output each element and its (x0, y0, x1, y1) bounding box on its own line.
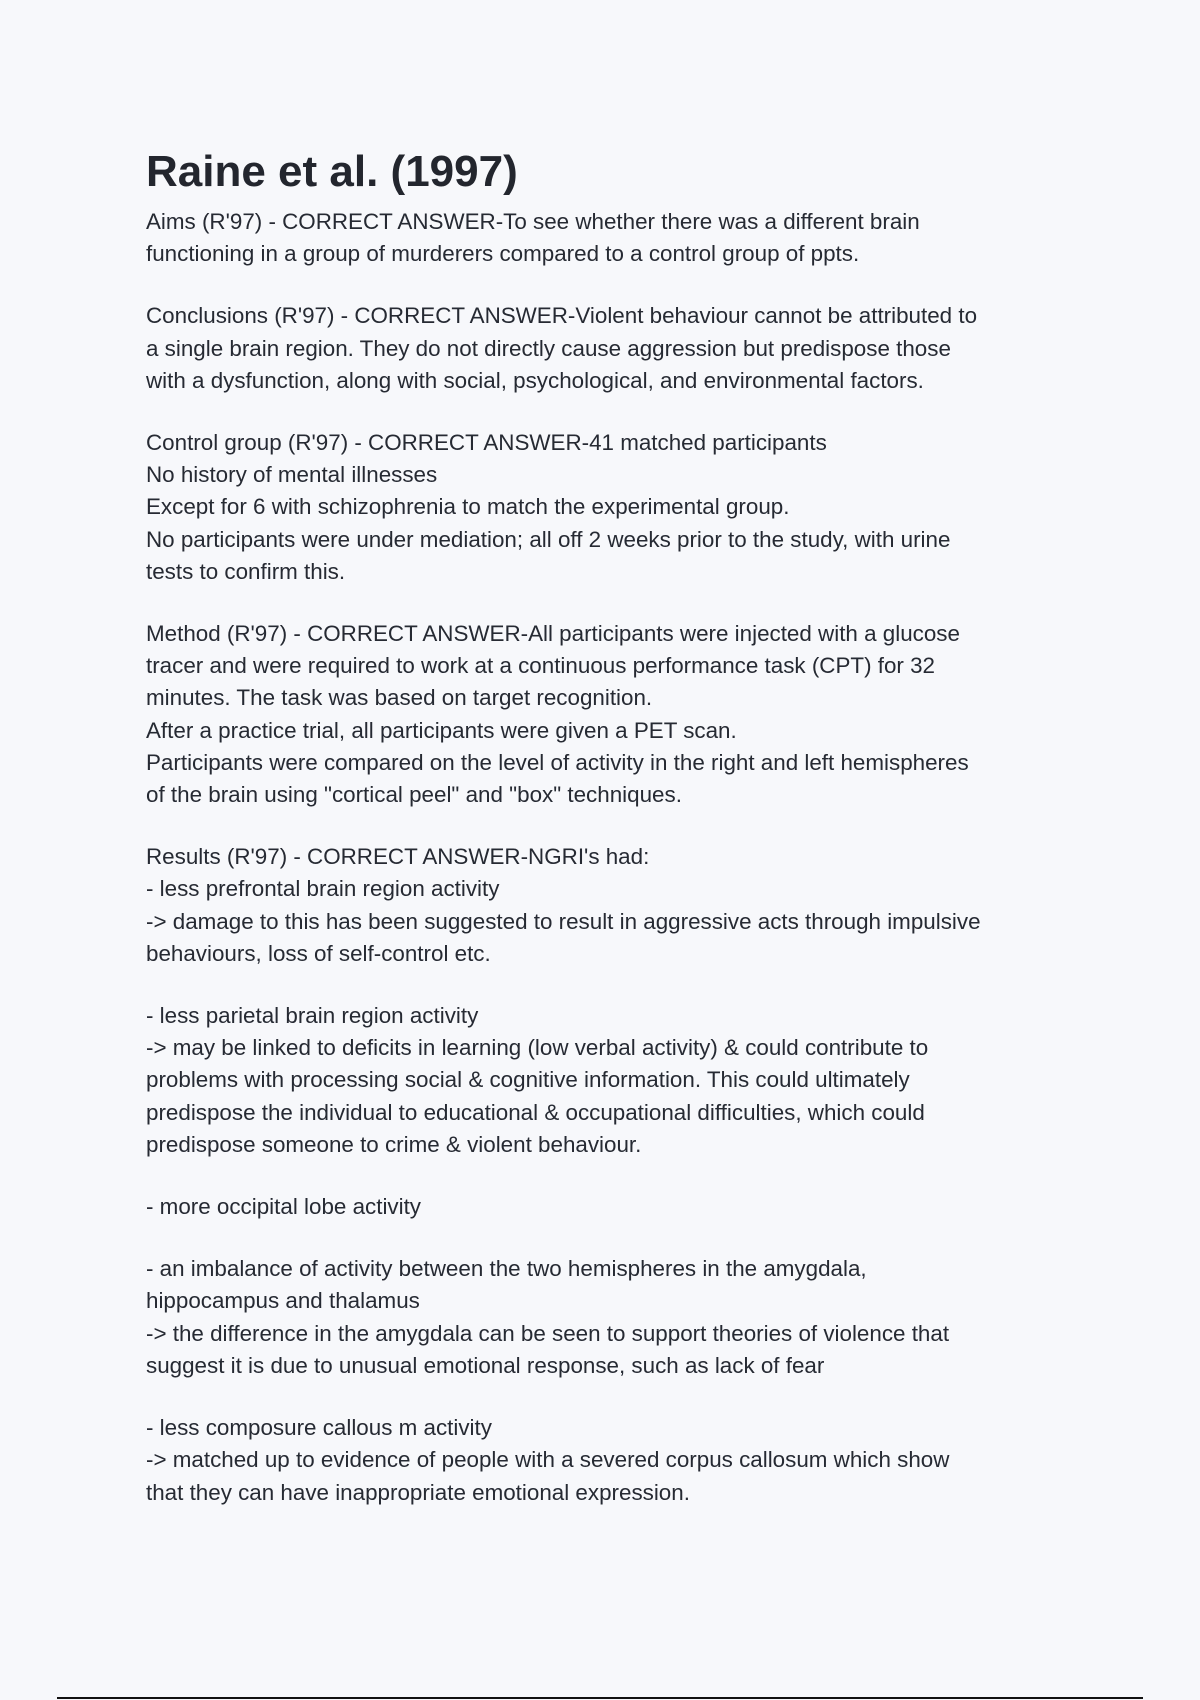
entry-parietal (146, 1000, 1076, 1161)
text-line: Method (R'97) - CORRECT ANSWER-All participants were injected with a glucose (146, 621, 960, 647)
document-title: Raine et al. (1997) (146, 147, 518, 196)
entry-method (146, 618, 1076, 811)
text-line: Participants were compared on the level of activity in the right and left hemispheres (146, 749, 969, 775)
entry-occipital (146, 1191, 1076, 1223)
text-line: functioning in a group of murderers compared to a control group of ppts. (146, 241, 860, 267)
text-line: tracer and were required to work at a continuous performance task (CPT) for 32 (146, 653, 936, 679)
document-page (146, 146, 1076, 1539)
text-line: Aims (R'97) - CORRECT ANSWER-To see whether there was a different brain (146, 209, 920, 234)
text-line: problems with processing social & cognitive information. This could ultimately (146, 1067, 910, 1093)
text-line: predispose the individual to educational & occupational difficulties, which could (146, 1099, 925, 1125)
text-line: minutes. The task was based on target recognition. (146, 685, 653, 711)
text-line: a single brain region. They do not directly cause aggression but predispose those (146, 335, 951, 361)
text-line: - an imbalance of activity between the two hemispheres in the amygdala, (146, 1256, 867, 1282)
text-line: suggest it is due to unusual emotional response, such as lack of fear (146, 1352, 825, 1378)
text-line: Control group (R'97) - CORRECT ANSWER-41 matched participants (146, 430, 827, 456)
text-line: -> matched up to evidence of people with a severed corpus callosum which show (146, 1447, 950, 1473)
text-line: with a dysfunction, along with social, psychological, and environmental factors. (146, 367, 924, 393)
entry-aims (146, 206, 1076, 270)
text-line: Conclusions (R'97) - CORRECT ANSWER-Violent behaviour cannot be attributed to (146, 303, 978, 329)
text-line: After a practice trial, all participants were given a PET scan. (146, 717, 737, 743)
text-line: No history of mental illnesses (146, 462, 438, 488)
text-line: -> may be linked to deficits in learning (low verbal activity) & could contribute to (146, 1035, 929, 1061)
text-line: - more occipital lobe activity (146, 1194, 422, 1220)
text-line: - less prefrontal brain region activity (146, 876, 500, 902)
text-line: Results (R'97) - CORRECT ANSWER-NGRI's had: (146, 844, 650, 870)
text-line: predispose someone to crime & violent behaviour. (146, 1131, 642, 1157)
text-line: Except for 6 with schizophrenia to match the experimental group. (146, 494, 790, 520)
text-line: - less parietal brain region activity (146, 1003, 479, 1029)
page-bottom-rule (57, 1697, 1143, 1699)
entry-corpus-callosum (146, 1412, 1076, 1509)
entry-results (146, 841, 1076, 970)
entry-imbalance (146, 1253, 1076, 1382)
text-line: of the brain using "cortical peel" and "box" techniques. (146, 782, 682, 808)
text-line: tests to confirm this. (146, 558, 346, 584)
text-line: No participants were under mediation; all off 2 weeks prior to the study, with urine (146, 526, 951, 552)
text-line: - less composure callous m activity (146, 1415, 492, 1441)
entry-control-group (146, 427, 1076, 588)
text-line: behaviours, loss of self-control etc. (146, 940, 491, 966)
entry-conclusions (146, 300, 1076, 397)
text-line: hippocampus and thalamus (146, 1288, 420, 1314)
text-line: -> damage to this has been suggested to result in aggressive acts through impulsive (146, 908, 981, 934)
text-line: that they can have inappropriate emotional expression. (146, 1479, 690, 1505)
text-line: -> the difference in the amygdala can be seen to support theories of violence that (146, 1320, 950, 1346)
